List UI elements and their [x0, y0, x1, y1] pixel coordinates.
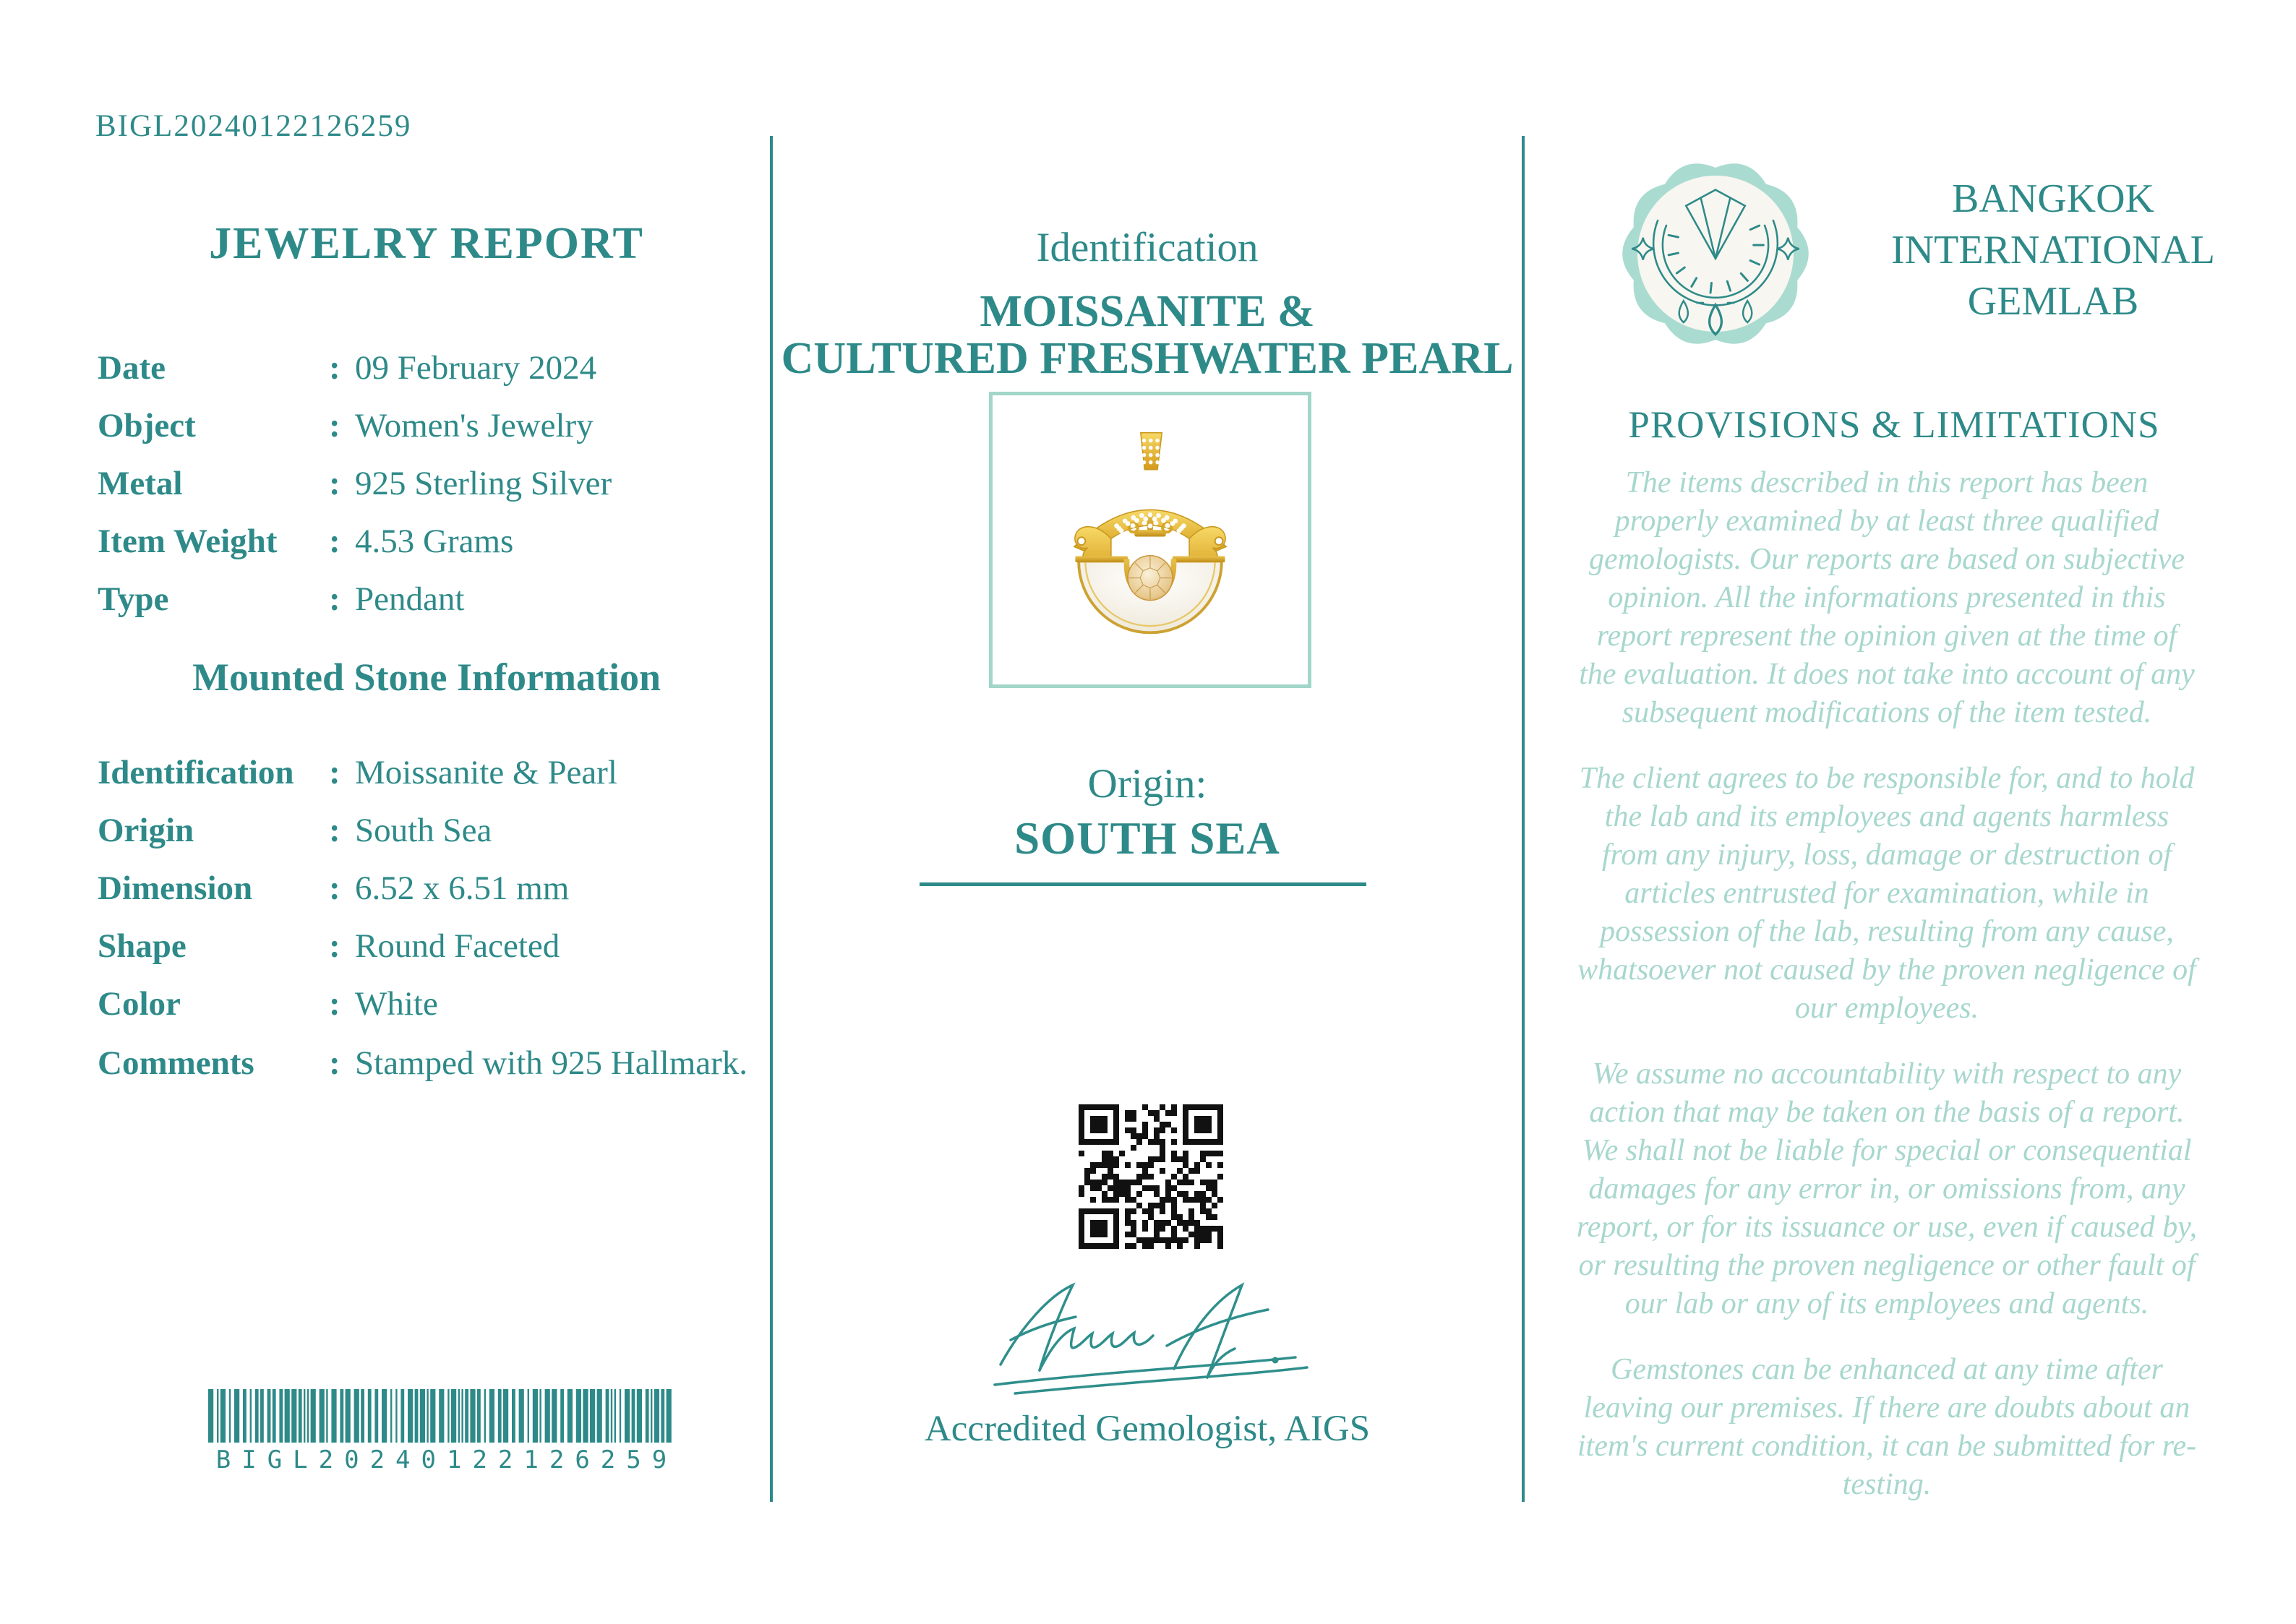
- row-colon: :: [329, 754, 340, 791]
- row-colon: :: [329, 523, 340, 560]
- row-colon: :: [329, 927, 340, 965]
- qr-code: [1079, 1104, 1223, 1249]
- row-label: Color: [98, 985, 181, 1023]
- signer-title: Accredited Gemologist, AIGS: [924, 1409, 1371, 1449]
- provisions-paragraph: The items described in this report has been properly examined by at least three qualified gemologists. Our reports are based on subjective opinion. All the informations presented in this report represent the opinion given at the time of the evaluation. It does not take into account of any subsequent modifications of the item tested.: [1579, 466, 2195, 729]
- row-label: Identification: [98, 754, 294, 791]
- barcode-text: BIGL20240122126259: [215, 1445, 678, 1474]
- row-label: Comments: [98, 1044, 254, 1082]
- row-value: South Sea: [355, 812, 492, 849]
- row-colon: :: [329, 407, 340, 444]
- row-colon: :: [329, 349, 340, 387]
- row-value: Women's Jewelry: [355, 407, 594, 444]
- row-value: 09 February 2024: [355, 349, 597, 387]
- row-colon: :: [329, 1044, 340, 1082]
- stone-row-dimension: [98, 869, 770, 914]
- lab-name: [1836, 173, 2270, 327]
- row-label: Metal: [98, 465, 183, 502]
- row-value: 4.53 Grams: [355, 523, 514, 560]
- row-colon: :: [329, 869, 340, 907]
- row-label: Date: [98, 349, 166, 387]
- pendant-photo: [1027, 420, 1273, 656]
- report-number: BIGL20240122126259: [95, 109, 412, 143]
- row-label: Item Weight: [98, 523, 278, 560]
- provisions-paragraphs: [1576, 464, 2198, 1531]
- origin-label: Origin:: [1087, 761, 1207, 807]
- row-value: Moissanite & Pearl: [355, 754, 617, 791]
- origin-divider: [920, 882, 1366, 886]
- provisions-paragraph: We assume no accountability with respect to any action that may be taken on the basis of a report. We shall not be liable for special or consequential damages for any error in, or omissions from, any report, or for its issuance or use, even if caused by, or resulting the proven negligence or other fault of our lab or any of its employees and agents.: [1576, 1057, 2198, 1320]
- identification-result-line1: MOISSANITE &: [980, 287, 1315, 336]
- row-label: Type: [98, 580, 169, 618]
- row-value: White: [355, 985, 438, 1023]
- identification-result-line2: CULTURED FRESHWATER PEARL: [781, 334, 1514, 383]
- provisions-paragraph: Gemstones can be enhanced at any time after leaving our premises. If there are doubts about an item's current condition, it can be submitted for re-testing.: [1577, 1353, 2197, 1501]
- stone-row-color: [98, 984, 770, 1029]
- row-colon: :: [329, 580, 340, 618]
- row-value: 925 Sterling Silver: [355, 465, 612, 502]
- provisions-paragraph: The client agrees to be responsible for, and to hold the lab and its employees and agents harmless from any injury, loss, damage or destruction of articles entrusted for examination, while in possession of the lab, resulting from any cause, whatsoever not caused by the proven negligence of our employees.: [1577, 762, 2196, 1025]
- identification-section-title: Identification: [1036, 225, 1259, 270]
- row-value: Round Faceted: [355, 927, 560, 965]
- stone-row-shape: [98, 927, 770, 971]
- row-colon: :: [329, 465, 340, 502]
- row-value: Pendant: [355, 580, 465, 618]
- origin-value: SOUTH SEA: [1014, 813, 1280, 864]
- info-row-metal: [98, 464, 770, 509]
- info-row-date: [98, 348, 770, 393]
- row-colon: :: [329, 812, 340, 849]
- jewelry-photo-frame: [989, 392, 1311, 688]
- row-value: Stamped with 925 Hallmark.: [355, 1044, 748, 1082]
- stone-row-identification: [98, 753, 770, 798]
- info-row-type: [98, 580, 770, 624]
- row-colon: :: [329, 985, 340, 1023]
- row-label: Dimension: [98, 869, 253, 907]
- lab-name-line: INTERNATIONAL: [1891, 228, 2215, 272]
- stone-row-origin: [98, 811, 770, 856]
- row-label: Shape: [98, 927, 187, 965]
- mounted-stone-section-title: Mounted Stone Information: [192, 656, 661, 699]
- column-divider: [1522, 136, 1525, 1502]
- stone-row-comments: [98, 1044, 770, 1088]
- info-row-item-weight: [98, 522, 770, 567]
- info-row-object: [98, 406, 770, 451]
- barcode: [208, 1389, 680, 1443]
- gemologist-signature: [980, 1279, 1320, 1399]
- provisions-title: PROVISIONS & LIMITATIONS: [1628, 404, 2160, 446]
- row-label: Object: [98, 407, 196, 444]
- row-value: 6.52 x 6.51 mm: [355, 869, 570, 907]
- lab-name-line: BANGKOK: [1952, 176, 2154, 221]
- row-label: Origin: [98, 812, 194, 849]
- lab-name-line: GEMLAB: [1967, 279, 2139, 324]
- gemlab-logo-icon: [1605, 143, 1826, 364]
- jewelry-report-title: JEWELRY REPORT: [209, 219, 644, 268]
